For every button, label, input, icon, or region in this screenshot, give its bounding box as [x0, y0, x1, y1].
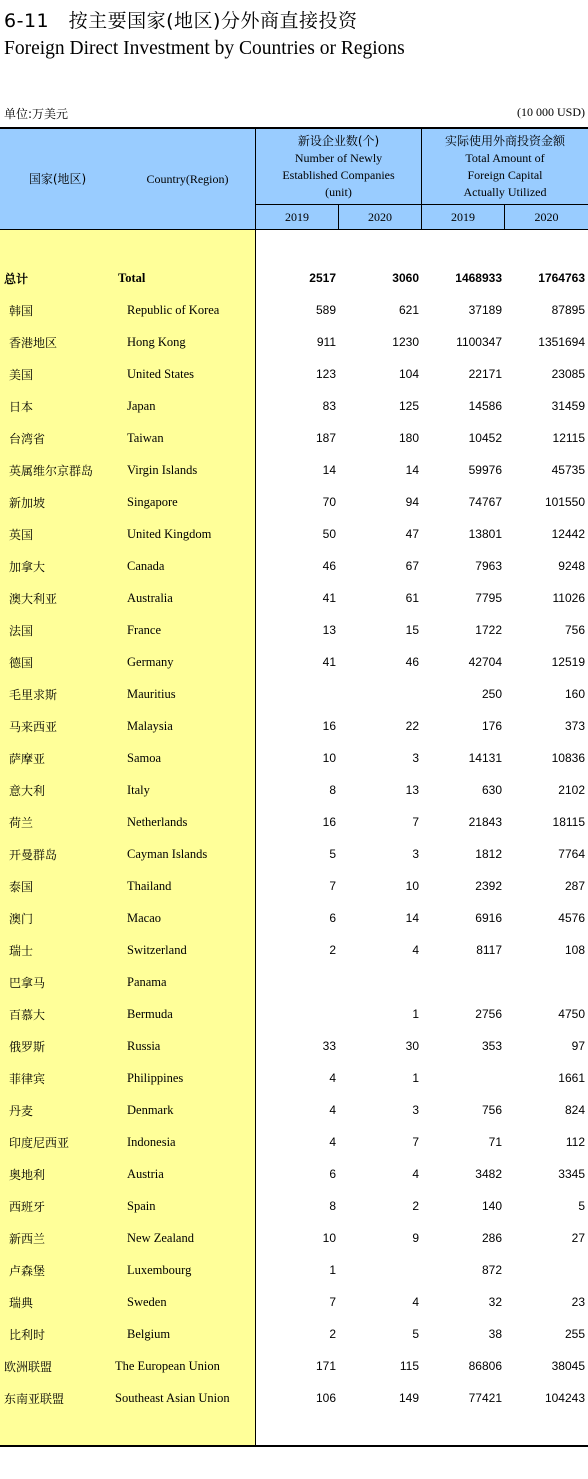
country-name-cn: 巴拿马	[9, 976, 46, 990]
capital-2020-value: 23	[571, 1295, 585, 1309]
capital-2019-value: 14586	[468, 399, 502, 413]
country-name-en: Malaysia	[127, 719, 173, 733]
table-row	[0, 1158, 588, 1190]
companies-2019-value: 83	[322, 399, 336, 413]
companies-2019-value: 46	[322, 559, 336, 573]
companies-2019-value: 70	[322, 495, 336, 509]
table-row	[0, 358, 588, 390]
capital-2019-value: 10452	[468, 431, 502, 445]
country-name-cn: 台湾省	[9, 432, 46, 446]
capital-2019-value: 872	[481, 1263, 502, 1277]
country-name-cn: 荷兰	[9, 816, 34, 830]
capital-2019-value: 7795	[475, 591, 502, 605]
capital-2019-value: 7963	[475, 559, 502, 573]
header-year-2: 2020	[368, 210, 392, 224]
companies-2019-value: 14	[322, 463, 336, 477]
country-name-cn: 丹麦	[9, 1104, 34, 1118]
companies-2019-value: 171	[315, 1359, 336, 1373]
country-name-cn: 比利时	[9, 1328, 46, 1342]
total-row	[0, 262, 588, 294]
country-name-en: France	[127, 623, 162, 637]
companies-2020-value: 94	[405, 495, 419, 509]
country-name-cn: 新加坡	[9, 496, 46, 510]
capital-2019-value: 6916	[475, 911, 502, 925]
companies-2020-value: 22	[405, 719, 419, 733]
country-name-en: Republic of Korea	[127, 303, 220, 317]
header-divider	[504, 205, 505, 230]
capital-2019-value: 32	[488, 1295, 502, 1309]
capital-2020-value: 373	[564, 719, 585, 733]
country-name-en: Spain	[127, 1199, 156, 1213]
capital-2020-value: 1661	[558, 1071, 585, 1085]
country-name-cn: 澳门	[9, 912, 34, 926]
capital-2020-value: 287	[564, 879, 585, 893]
country-name-cn: 新西兰	[9, 1232, 46, 1246]
country-name-cn: 西班牙	[9, 1200, 46, 1214]
country-name-en: The European Union	[115, 1359, 220, 1373]
country-name-cn: 奥地利	[9, 1168, 46, 1182]
table-row	[0, 710, 588, 742]
country-name-en: Taiwan	[127, 431, 164, 445]
companies-2019-value: 4	[329, 1135, 336, 1149]
capital-2019-value: 74767	[468, 495, 502, 509]
capital-2019-value: 756	[481, 1103, 502, 1117]
table-row	[0, 550, 588, 582]
country-name-en: Netherlands	[127, 815, 188, 829]
country-name-en: Belgium	[127, 1327, 171, 1341]
companies-2019-value: 106	[315, 1391, 336, 1405]
table-row	[0, 326, 588, 358]
companies-2020-value: 180	[398, 431, 419, 445]
capital-2020-value: 1351694	[538, 335, 585, 349]
capital-2019-value: 42704	[468, 655, 502, 669]
companies-2019-value: 10	[322, 1231, 336, 1245]
capital-2019-value: 8117	[476, 943, 502, 957]
country-name-cn: 英国	[9, 528, 34, 542]
capital-2020-value: 45735	[551, 463, 585, 477]
capital-2020-value: 18115	[552, 815, 585, 829]
country-name-en: Japan	[127, 399, 156, 413]
capital-2020-value: 31459	[551, 399, 585, 413]
table-row	[0, 1254, 588, 1286]
table-row	[0, 1318, 588, 1350]
country-name-en: Canada	[127, 559, 165, 573]
capital-2019-value: 1722	[475, 623, 502, 637]
table-row	[0, 1126, 588, 1158]
country-name-cn: 毛里求斯	[9, 688, 58, 702]
table-row	[0, 998, 588, 1030]
country-name-cn: 英属维尔京群岛	[9, 464, 94, 478]
country-name-en: Virgin Islands	[127, 463, 198, 477]
companies-2019-value: 13	[322, 623, 336, 637]
companies-2020-value: 13	[405, 783, 419, 797]
capital-2019-value: 59976	[468, 463, 502, 477]
capital-2020-value: 824	[564, 1103, 585, 1117]
unit-label-cn: 单位:万美元	[4, 107, 69, 121]
page-title-cn: 6-11 按主要国家(地区)分外商直接投资	[4, 10, 358, 32]
capital-2019-value: 86806	[468, 1359, 502, 1373]
country-name-cn: 总计	[4, 272, 29, 286]
capital-2019-value: 2756	[475, 1007, 502, 1021]
country-name-cn: 法国	[9, 624, 34, 638]
country-name-cn: 美国	[9, 368, 34, 382]
country-name-en: Total	[118, 271, 146, 285]
capital-2019-value: 250	[481, 687, 502, 701]
country-name-en: Singapore	[127, 495, 178, 509]
capital-2020-value: 4750	[558, 1007, 585, 1021]
country-name-en: Thailand	[127, 879, 172, 893]
capital-2020-value: 101550	[544, 495, 585, 509]
companies-2020-value: 2	[412, 1199, 419, 1213]
companies-2020-value: 7	[412, 815, 419, 829]
table-row	[0, 742, 588, 774]
companies-2019-value: 187	[315, 431, 336, 445]
companies-2019-value: 6	[329, 911, 336, 925]
capital-2019-value: 71	[488, 1135, 502, 1149]
country-name-en: Mauritius	[127, 687, 176, 701]
table-bottom-border	[0, 1445, 588, 1447]
country-name-cn: 香港地区	[9, 336, 58, 350]
companies-2019-value: 16	[322, 719, 336, 733]
country-name-en: Russia	[127, 1039, 161, 1053]
table-row	[0, 1382, 588, 1414]
table-row	[0, 1062, 588, 1094]
header-year-1: 2019	[285, 210, 309, 224]
companies-2019-value: 2517	[309, 271, 336, 285]
companies-2020-value: 1230	[392, 335, 419, 349]
companies-2019-value: 8	[329, 783, 336, 797]
table-row	[0, 966, 588, 998]
companies-2020-value: 9	[412, 1231, 419, 1245]
companies-2020-value: 67	[405, 559, 419, 573]
capital-2020-value: 104243	[544, 1391, 585, 1405]
companies-2019-value: 10	[322, 751, 336, 765]
capital-2019-value: 140	[481, 1199, 502, 1213]
companies-2020-value: 3	[412, 847, 419, 861]
companies-2020-value: 30	[405, 1039, 419, 1053]
companies-2019-value: 5	[329, 847, 336, 861]
country-name-cn: 萨摩亚	[9, 752, 46, 766]
companies-2020-value: 125	[398, 399, 419, 413]
country-name-cn: 澳大利亚	[9, 592, 58, 606]
companies-2019-value: 4	[329, 1103, 336, 1117]
capital-2020-value: 160	[564, 687, 585, 701]
country-name-cn: 加拿大	[9, 560, 46, 574]
header-divider	[255, 129, 256, 230]
companies-2019-value: 33	[322, 1039, 336, 1053]
table-row	[0, 806, 588, 838]
country-name-en: Bermuda	[127, 1007, 173, 1021]
capital-2019-value: 176	[481, 719, 502, 733]
capital-2020-value: 756	[564, 623, 585, 637]
country-name-cn: 印度尼西亚	[9, 1136, 70, 1150]
capital-2019-value: 1812	[475, 847, 502, 861]
companies-2020-value: 10	[405, 879, 419, 893]
capital-2020-value: 38045	[551, 1359, 585, 1373]
companies-2020-value: 1	[412, 1007, 419, 1021]
companies-2019-value: 4	[329, 1071, 336, 1085]
table-row	[0, 422, 588, 454]
country-name-cn: 菲律宾	[9, 1072, 46, 1086]
country-name-en: Italy	[127, 783, 150, 797]
country-name-en: Macao	[127, 911, 162, 925]
companies-2020-value: 115	[399, 1359, 419, 1373]
capital-2019-value: 286	[481, 1231, 502, 1245]
country-name-cn: 东南亚联盟	[4, 1392, 65, 1406]
table-row	[0, 902, 588, 934]
country-name-en: Luxembourg	[127, 1263, 192, 1277]
capital-2019-value: 21843	[468, 815, 502, 829]
table-row	[0, 294, 588, 326]
capital-2020-value: 12115	[552, 431, 585, 445]
companies-2020-value: 47	[405, 527, 419, 541]
country-name-cn: 意大利	[9, 784, 46, 798]
country-name-en: New Zealand	[127, 1231, 194, 1245]
companies-2019-value: 123	[315, 367, 336, 381]
country-name-cn: 开曼群岛	[9, 848, 58, 862]
country-name-en: Philippines	[127, 1071, 184, 1085]
companies-2020-value: 4	[412, 1295, 419, 1309]
country-name-cn: 欧洲联盟	[4, 1360, 53, 1374]
unit-label-en: (10 000 USD)	[517, 105, 585, 119]
companies-2020-value: 5	[412, 1327, 419, 1341]
capital-2019-value: 353	[481, 1039, 502, 1053]
capital-2020-value: 12442	[551, 527, 585, 541]
capital-2019-value: 3482	[475, 1167, 502, 1181]
table-row	[0, 1190, 588, 1222]
companies-2019-value: 41	[322, 655, 336, 669]
table-row	[0, 1222, 588, 1254]
capital-2020-value: 1764763	[538, 271, 585, 285]
capital-2020-value: 2102	[558, 783, 585, 797]
companies-2020-value: 4	[412, 1167, 419, 1181]
country-name-cn: 马来西亚	[9, 720, 58, 734]
table-row	[0, 646, 588, 678]
capital-2020-value: 3345	[558, 1167, 585, 1181]
country-name-en: United States	[127, 367, 195, 381]
table-row	[0, 774, 588, 806]
capital-2020-value: 9248	[558, 559, 585, 573]
table-header	[0, 127, 588, 230]
capital-2019-value: 38	[488, 1327, 502, 1341]
country-name-cn: 德国	[9, 656, 34, 670]
capital-2020-value: 11026	[552, 591, 585, 605]
capital-2019-value: 630	[481, 783, 502, 797]
capital-2020-value: 97	[571, 1039, 585, 1053]
country-name-cn: 泰国	[9, 880, 34, 894]
companies-2019-value: 50	[322, 527, 336, 541]
capital-2019-value: 13801	[468, 527, 502, 541]
companies-2020-value: 149	[398, 1391, 419, 1405]
table-row	[0, 870, 588, 902]
header-year-3: 2019	[451, 210, 475, 224]
table-row	[0, 934, 588, 966]
capital-2020-value: 255	[564, 1327, 585, 1341]
table-row	[0, 1350, 588, 1382]
companies-2019-value: 16	[322, 815, 336, 829]
country-name-en: Southeast Asian Union	[115, 1391, 230, 1405]
capital-2020-value: 5	[578, 1199, 585, 1213]
country-name-en: Switzerland	[127, 943, 187, 957]
capital-2020-value: 112	[565, 1135, 585, 1149]
country-name-en: Denmark	[127, 1103, 174, 1117]
header-year-4: 2020	[534, 210, 559, 224]
header-new-companies: 新设企业数(个) Number of Newly Established Companies (unit)	[282, 134, 395, 199]
companies-2020-value: 14	[405, 463, 419, 477]
companies-2020-value: 1	[412, 1071, 419, 1085]
companies-2020-value: 3060	[392, 271, 419, 285]
table-row	[0, 1030, 588, 1062]
companies-2019-value: 8	[329, 1199, 336, 1213]
companies-2020-value: 46	[405, 655, 419, 669]
companies-2019-value: 911	[316, 335, 336, 349]
companies-2019-value: 2	[329, 943, 336, 957]
table-row	[0, 518, 588, 550]
capital-2020-value: 87895	[551, 303, 585, 317]
companies-2020-value: 4	[412, 943, 419, 957]
header-divider	[421, 129, 422, 230]
capital-2020-value: 7764	[558, 847, 585, 861]
capital-2019-value: 37189	[468, 303, 502, 317]
table-row	[0, 486, 588, 518]
country-name-en: Germany	[127, 655, 174, 669]
companies-2019-value: 41	[322, 591, 336, 605]
header-foreign-capital: 实际使用外商投资金额 Total Amount of Foreign Capital Actually Utilized	[444, 134, 565, 199]
table-row	[0, 582, 588, 614]
country-name-en: Sweden	[127, 1295, 167, 1309]
country-name-en: Cayman Islands	[127, 847, 208, 861]
companies-2020-value: 3	[412, 751, 419, 765]
capital-2019-value: 1468933	[455, 271, 502, 285]
country-name-en: Hong Kong	[127, 335, 186, 349]
companies-2020-value: 14	[405, 911, 419, 925]
country-name-en: Samoa	[127, 751, 162, 765]
capital-2020-value: 27	[571, 1231, 585, 1245]
country-name-cn: 日本	[9, 400, 34, 414]
table-row	[0, 1286, 588, 1318]
capital-2020-value: 4576	[558, 911, 585, 925]
country-name-en: Indonesia	[127, 1135, 176, 1149]
capital-2019-value: 14131	[468, 751, 502, 765]
header-country-cn: 国家(地区)	[28, 172, 87, 186]
country-name-cn: 韩国	[9, 304, 34, 318]
companies-2020-value: 15	[405, 623, 419, 637]
header-divider	[255, 204, 588, 205]
country-name-cn: 瑞士	[9, 944, 34, 958]
table-row	[0, 454, 588, 486]
companies-2020-value: 3	[412, 1103, 419, 1117]
capital-2019-value: 2392	[475, 879, 502, 893]
table-row	[0, 614, 588, 646]
country-name-cn: 百慕大	[9, 1008, 46, 1022]
capital-2020-value: 108	[564, 943, 585, 957]
header-country-en: Country(Region)	[146, 172, 229, 186]
capital-2020-value: 10836	[551, 751, 585, 765]
capital-2019-value: 77421	[468, 1391, 502, 1405]
country-name-cn: 俄罗斯	[9, 1040, 46, 1054]
companies-2019-value: 7	[329, 1295, 336, 1309]
companies-2019-value: 589	[315, 303, 336, 317]
table-row	[0, 1094, 588, 1126]
page-title-en: Foreign Direct Investment by Countries or Regions	[4, 38, 405, 59]
companies-2019-value: 2	[329, 1327, 336, 1341]
header-divider	[338, 205, 339, 230]
capital-2019-value: 22171	[468, 367, 502, 381]
capital-2019-value: 1100347	[456, 335, 502, 349]
country-name-en: Austria	[127, 1167, 164, 1181]
country-name-en: Panama	[127, 975, 167, 989]
country-name-cn: 瑞典	[9, 1296, 34, 1310]
country-name-en: Australia	[127, 591, 173, 605]
country-name-cn: 卢森堡	[9, 1264, 46, 1278]
companies-2020-value: 621	[398, 303, 419, 317]
companies-2019-value: 6	[329, 1167, 336, 1181]
companies-2020-value: 7	[412, 1135, 419, 1149]
companies-2020-value: 104	[398, 367, 419, 381]
companies-2020-value: 61	[405, 591, 419, 605]
companies-2019-value: 1	[329, 1263, 336, 1277]
companies-2019-value: 7	[329, 879, 336, 893]
table-row	[0, 838, 588, 870]
capital-2020-value: 23085	[551, 367, 585, 381]
table-row	[0, 678, 588, 710]
country-name-en: United Kingdom	[127, 527, 212, 541]
table-row	[0, 390, 588, 422]
capital-2020-value: 12519	[551, 655, 585, 669]
